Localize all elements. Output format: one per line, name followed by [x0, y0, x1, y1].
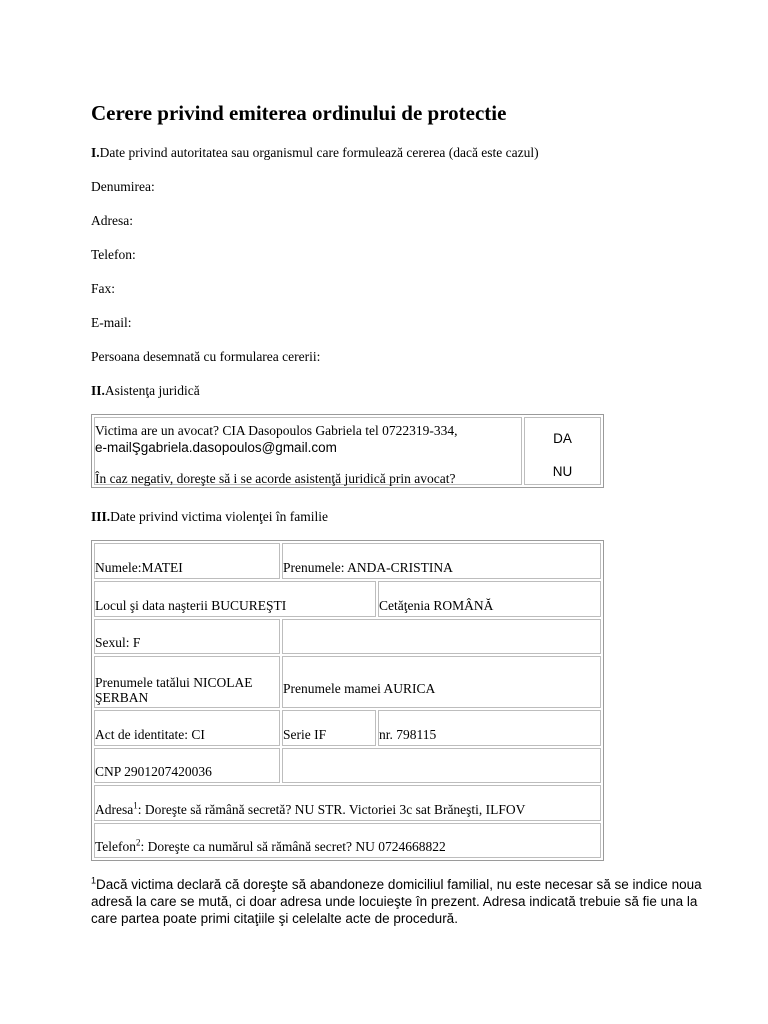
field-telefon: Telefon:	[91, 247, 136, 262]
field-fax: Fax:	[91, 281, 116, 296]
father-name-line-1: Prenumele tatălui NICOLAE	[95, 675, 253, 690]
victim-first-name: Prenumele: ANDA-CRISTINA	[283, 560, 453, 575]
cell-act-identitate	[94, 710, 280, 746]
id-number: nr. 798115	[379, 727, 437, 742]
section-3-heading	[91, 509, 328, 525]
section-2-number: II.	[91, 383, 105, 398]
phone-value: : Doreşte ca numărul să rămână secret? NU 0724668822	[140, 839, 446, 854]
cell-prenume-mama	[282, 656, 601, 708]
section-3-number: III.	[91, 509, 111, 524]
father-name-line-2: ŞERBAN	[95, 690, 149, 705]
address-label: Adresa	[95, 802, 134, 817]
birth-place: Locul şi data naşterii BUCUREŞTI	[95, 598, 287, 613]
section-3-title: Date privind victima violenţei în familie	[110, 509, 328, 524]
cell-prenume-tata	[94, 656, 280, 708]
section-2-title: Asistenţa juridică	[104, 383, 200, 398]
father-first-name	[95, 675, 252, 705]
phone-footnote-ref: 2	[136, 837, 141, 848]
mother-first-name: Prenumele mamei AURICA	[283, 681, 436, 696]
answer-no: NU	[552, 464, 573, 479]
section-2-heading	[91, 383, 200, 399]
cell-serie	[282, 710, 376, 746]
personal-number: CNP 2901207420036	[95, 764, 212, 779]
answer-yes: DA	[553, 431, 572, 446]
legal-assistance-table	[91, 414, 604, 488]
cell-nume	[94, 543, 280, 579]
address-footnote-ref: 1	[133, 800, 138, 811]
legal-assistance-question-cell	[94, 417, 522, 485]
field-email: E-mail:	[91, 315, 132, 330]
cell-cetatenia	[378, 581, 601, 617]
victim-address	[95, 802, 525, 817]
id-document: Act de identitate: CI	[95, 727, 205, 742]
cell-locul-nasterii	[94, 581, 376, 617]
field-adresa: Adresa:	[91, 213, 133, 228]
section-1-heading	[91, 145, 539, 161]
victim-data-table	[91, 540, 604, 861]
footnote-text: Dacă victima declară că doreşte să abandoneze domiciliul familial, nu este necesar să se indice noua adresă la care se mută, ci doar adresa unde locuieşte în prezent. Adresa indicată trebuie să fie una la care partea poate primi citaţiile şi celelalte acte de procedură.	[91, 877, 702, 926]
phone-label: Telefon	[95, 839, 137, 854]
lawyer-question: Victima are un avocat? CIA Dasopoulos Gabriela tel 0722319-334,	[95, 423, 458, 438]
section-1-title: Date privind autoritatea sau organismul care formulează cererea (dacă este cazul)	[99, 145, 539, 160]
cell-prenume	[282, 543, 601, 579]
cell-empty-1	[282, 619, 601, 654]
cell-cnp	[94, 748, 280, 783]
cell-telefon	[94, 823, 601, 858]
victim-surname: Numele:MATEI	[95, 560, 183, 575]
id-series: Serie IF	[283, 727, 327, 742]
field-persoana-desemnata: Persoana desemnată cu formularea cererii:	[91, 349, 321, 364]
field-denumirea: Denumirea:	[91, 179, 155, 194]
footnote-marker: 1	[91, 875, 97, 886]
address-value: : Doreşte să rămână secretă? NU STR. Victoriei 3c sat Brăneşti, ILFOV	[137, 802, 526, 817]
citizenship: Cetăţenia ROMÂNĂ	[379, 598, 494, 613]
cell-empty-2	[282, 748, 601, 783]
cell-nr	[378, 710, 601, 746]
section-1-number: I.	[91, 145, 100, 160]
page-title: Cerere privind emiterea ordinului de protectie	[91, 101, 507, 125]
cell-adresa	[94, 785, 601, 821]
legal-assistance-answer-cell	[524, 417, 601, 485]
sex: Sexul: F	[95, 635, 141, 650]
victim-phone	[95, 839, 446, 854]
footnote-1	[91, 876, 721, 927]
cell-sexul	[94, 619, 280, 654]
lawyer-email: e-mailŞgabriela.dasopoulos@gmail.com	[95, 440, 337, 455]
legal-aid-question: În caz negativ, doreşte să i se acorde asistenţă juridică prin avocat?	[95, 471, 456, 486]
